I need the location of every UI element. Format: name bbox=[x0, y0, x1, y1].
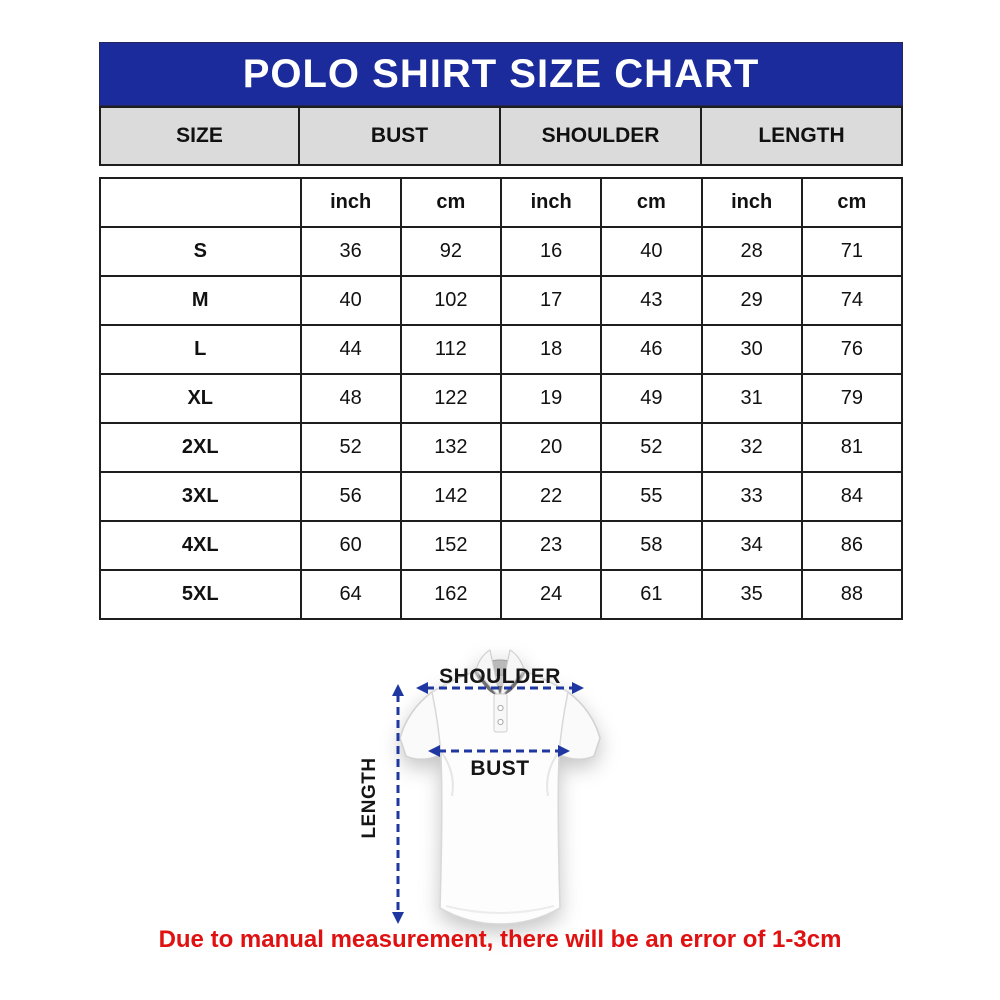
table-row bbox=[100, 276, 902, 325]
measurement-value-cell: 84 bbox=[802, 472, 902, 521]
measurement-value-cell: 28 bbox=[702, 227, 802, 276]
measurement-value-cell: 52 bbox=[601, 423, 701, 472]
table-row bbox=[100, 472, 902, 521]
measurement-value-cell: 31 bbox=[702, 374, 802, 423]
size-label-cell: M bbox=[100, 276, 301, 325]
size-table bbox=[99, 177, 903, 620]
unit-header-row bbox=[100, 178, 902, 227]
unit-cell-bust-cm: cm bbox=[401, 178, 501, 227]
measurement-value-cell: 36 bbox=[301, 227, 401, 276]
table-row bbox=[100, 374, 902, 423]
measurement-value-cell: 71 bbox=[802, 227, 902, 276]
measurement-value-cell: 40 bbox=[601, 227, 701, 276]
measurement-value-cell: 55 bbox=[601, 472, 701, 521]
unit-cell-bust-inch: inch bbox=[301, 178, 401, 227]
unit-cell-length-cm: cm bbox=[802, 178, 902, 227]
measurement-value-cell: 74 bbox=[802, 276, 902, 325]
unit-empty-cell bbox=[100, 178, 301, 227]
measurement-value-cell: 79 bbox=[802, 374, 902, 423]
column-header-shoulder: SHOULDER bbox=[501, 106, 702, 166]
measurement-value-cell: 33 bbox=[702, 472, 802, 521]
table-group-header bbox=[99, 106, 903, 166]
measurement-value-cell: 18 bbox=[501, 325, 601, 374]
size-label-cell: 3XL bbox=[100, 472, 301, 521]
size-label-cell: S bbox=[100, 227, 301, 276]
table-row bbox=[100, 423, 902, 472]
measurement-value-cell: 40 bbox=[301, 276, 401, 325]
measurement-value-cell: 20 bbox=[501, 423, 601, 472]
measurement-value-cell: 64 bbox=[301, 570, 401, 619]
shoulder-label: SHOULDER bbox=[439, 665, 561, 688]
column-header-size: SIZE bbox=[99, 106, 300, 166]
measurement-value-cell: 24 bbox=[501, 570, 601, 619]
measurement-value-cell: 61 bbox=[601, 570, 701, 619]
length-label: LENGTH bbox=[359, 757, 380, 839]
measurement-value-cell: 132 bbox=[401, 423, 501, 472]
polo-shirt-diagram bbox=[359, 638, 622, 938]
size-table-body bbox=[100, 178, 902, 619]
size-label-cell: 4XL bbox=[100, 521, 301, 570]
measurement-value-cell: 122 bbox=[401, 374, 501, 423]
measurement-value-cell: 152 bbox=[401, 521, 501, 570]
measurement-value-cell: 86 bbox=[802, 521, 902, 570]
measurement-value-cell: 34 bbox=[702, 521, 802, 570]
measurement-value-cell: 142 bbox=[401, 472, 501, 521]
measurement-value-cell: 17 bbox=[501, 276, 601, 325]
table-row bbox=[100, 325, 902, 374]
measurement-value-cell: 58 bbox=[601, 521, 701, 570]
table-row bbox=[100, 227, 902, 276]
measurement-value-cell: 92 bbox=[401, 227, 501, 276]
placket bbox=[494, 694, 507, 732]
measurement-value-cell: 43 bbox=[601, 276, 701, 325]
table-row bbox=[100, 570, 902, 619]
size-label-cell: L bbox=[100, 325, 301, 374]
button bbox=[498, 705, 503, 710]
measurement-value-cell: 49 bbox=[601, 374, 701, 423]
title-banner bbox=[99, 42, 903, 106]
size-label-cell: 5XL bbox=[100, 570, 301, 619]
measurement-value-cell: 35 bbox=[702, 570, 802, 619]
measurement-value-cell: 19 bbox=[501, 374, 601, 423]
unit-cell-shoulder-cm: cm bbox=[601, 178, 701, 227]
measurement-value-cell: 22 bbox=[501, 472, 601, 521]
measurement-value-cell: 44 bbox=[301, 325, 401, 374]
measurement-value-cell: 81 bbox=[802, 423, 902, 472]
page-title: POLO SHIRT SIZE CHART bbox=[242, 51, 760, 96]
measurement-value-cell: 30 bbox=[702, 325, 802, 374]
measurement-value-cell: 29 bbox=[702, 276, 802, 325]
measurement-value-cell: 32 bbox=[702, 423, 802, 472]
size-label-cell: XL bbox=[100, 374, 301, 423]
measurement-value-cell: 56 bbox=[301, 472, 401, 521]
column-header-bust: BUST bbox=[300, 106, 501, 166]
measurement-value-cell: 88 bbox=[802, 570, 902, 619]
column-header-length: LENGTH bbox=[702, 106, 903, 166]
button bbox=[498, 719, 503, 724]
measurement-value-cell: 76 bbox=[802, 325, 902, 374]
measurement-value-cell: 60 bbox=[301, 521, 401, 570]
measurement-value-cell: 102 bbox=[401, 276, 501, 325]
measurement-value-cell: 16 bbox=[501, 227, 601, 276]
measurement-value-cell: 52 bbox=[301, 423, 401, 472]
measurement-value-cell: 23 bbox=[501, 521, 601, 570]
measurement-note: Due to manual measurement, there will be an error of 1-3cm bbox=[158, 926, 842, 953]
measurement-value-cell: 162 bbox=[401, 570, 501, 619]
bust-label: BUST bbox=[470, 757, 530, 780]
measurement-value-cell: 112 bbox=[401, 325, 501, 374]
unit-cell-shoulder-inch: inch bbox=[501, 178, 601, 227]
measurement-value-cell: 48 bbox=[301, 374, 401, 423]
table-row bbox=[100, 521, 902, 570]
size-label-cell: 2XL bbox=[100, 423, 301, 472]
measurement-value-cell: 46 bbox=[601, 325, 701, 374]
polo-shirt-illustration bbox=[400, 650, 600, 924]
unit-cell-length-inch: inch bbox=[702, 178, 802, 227]
